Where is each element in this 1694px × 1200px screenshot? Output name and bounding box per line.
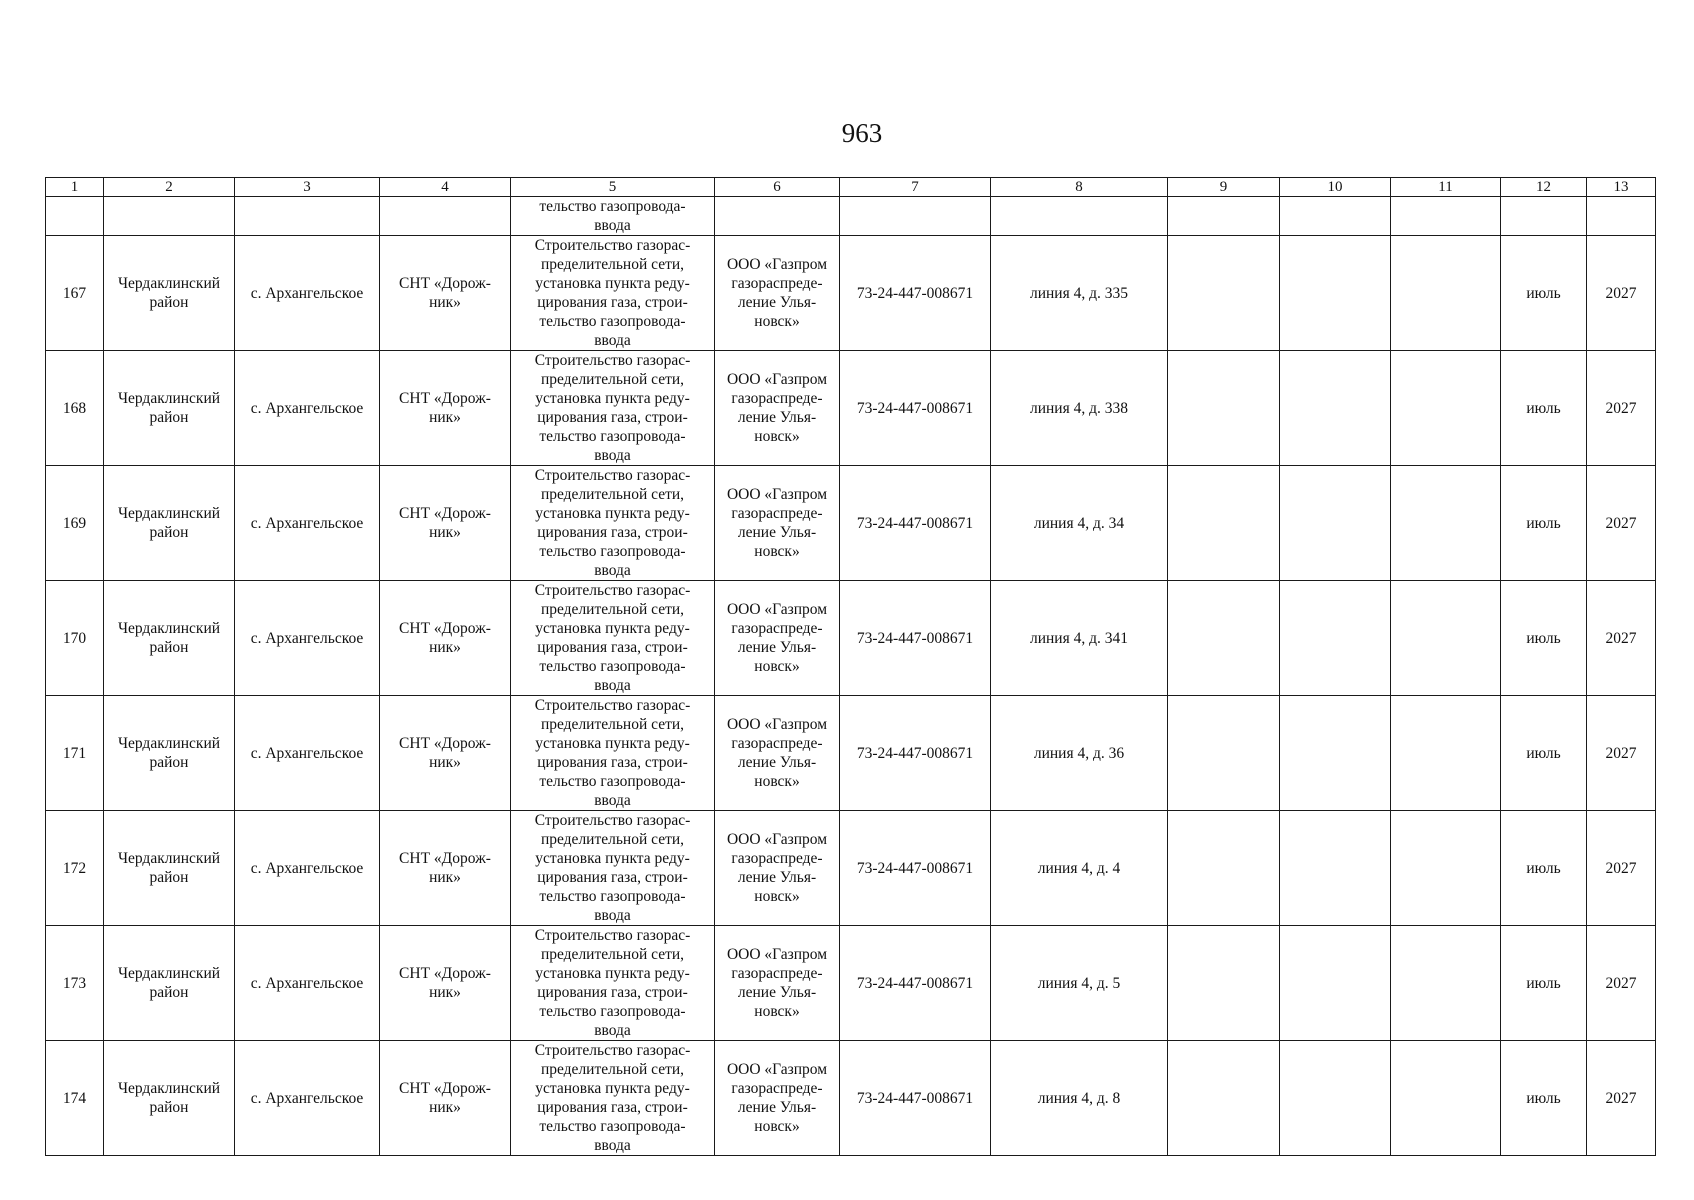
month-cell: июль (1501, 236, 1587, 351)
table-row (46, 811, 1656, 926)
table-row (46, 466, 1656, 581)
column-10-cell (1280, 1041, 1391, 1156)
address-cell: линия 4, д. 36 (991, 696, 1168, 811)
column-number: 5 (511, 178, 715, 197)
locality-cell: с. Архангельское (235, 351, 380, 466)
address-cell: линия 4, д. 5 (991, 926, 1168, 1041)
column-9-cell (1168, 926, 1280, 1041)
column-number: 3 (235, 178, 380, 197)
column-number: 4 (380, 178, 511, 197)
address-cell: линия 4, д. 34 (991, 466, 1168, 581)
row-number: 171 (46, 696, 104, 811)
table-row (46, 696, 1656, 811)
organization-cell: ООО «Газпром газораспреде- ление Улья- новск» (715, 581, 840, 696)
partnership-cell: СНТ «Дорож- ник» (380, 811, 511, 926)
table-row (46, 926, 1656, 1041)
address-cell: линия 4, д. 4 (991, 811, 1168, 926)
month-cell: июль (1501, 351, 1587, 466)
work-description-cell: Строительство газорас- пределительной сети, установка пункта реду- цирования газа, строи- тельство газопровода- ввода (511, 236, 715, 351)
year-cell: 2027 (1587, 926, 1656, 1041)
column-9-cell (1168, 1041, 1280, 1156)
table-row (46, 1041, 1656, 1156)
district-cell: Чердаклинский район (104, 351, 235, 466)
column-11-cell (1391, 581, 1501, 696)
column-number: 8 (991, 178, 1168, 197)
row-number: 174 (46, 1041, 104, 1156)
district-cell: Чердаклинский район (104, 466, 235, 581)
organization-cell: ООО «Газпром газораспреде- ление Улья- новск» (715, 1041, 840, 1156)
year-cell: 2027 (1587, 1041, 1656, 1156)
row-number: 169 (46, 466, 104, 581)
locality-cell: с. Архангельское (235, 926, 380, 1041)
column-number: 12 (1501, 178, 1587, 197)
cadastral-number-cell: 73-24-447-008671 (840, 236, 991, 351)
locality-cell: с. Архангельское (235, 696, 380, 811)
column-9-cell (1168, 696, 1280, 811)
locality-cell: с. Архангельское (235, 466, 380, 581)
column-number-row (46, 178, 1656, 197)
year-cell: 2027 (1587, 466, 1656, 581)
district-cell: Чердаклинский район (104, 1041, 235, 1156)
column-11-cell (1391, 696, 1501, 811)
cadastral-number-cell: 73-24-447-008671 (840, 811, 991, 926)
column-number: 11 (1391, 178, 1501, 197)
table-row (46, 351, 1656, 466)
cadastral-number-cell: 73-24-447-008671 (840, 926, 991, 1041)
address-cell: линия 4, д. 338 (991, 351, 1168, 466)
work-description-cell: Строительство газорас- пределительной сети, установка пункта реду- цирования газа, строи- тельство газопровода- ввода (511, 926, 715, 1041)
column-9-cell (1168, 351, 1280, 466)
cadastral-number-cell: 73-24-447-008671 (840, 351, 991, 466)
cadastral-number-cell: 73-24-447-008671 (840, 466, 991, 581)
column-10-cell (1280, 926, 1391, 1041)
row-number: 170 (46, 581, 104, 696)
address-cell: линия 4, д. 341 (991, 581, 1168, 696)
cadastral-number-cell: 73-24-447-008671 (840, 1041, 991, 1156)
continuation-row (46, 197, 1656, 236)
column-11-cell (1391, 1041, 1501, 1156)
organization-cell: ООО «Газпром газораспреде- ление Улья- новск» (715, 466, 840, 581)
month-cell: июль (1501, 811, 1587, 926)
district-cell: Чердаклинский район (104, 581, 235, 696)
column-number: 7 (840, 178, 991, 197)
column-number: 6 (715, 178, 840, 197)
district-cell: Чердаклинский район (104, 926, 235, 1041)
month-cell: июль (1501, 1041, 1587, 1156)
partnership-cell: СНТ «Дорож- ник» (380, 351, 511, 466)
year-cell: 2027 (1587, 581, 1656, 696)
column-9-cell (1168, 581, 1280, 696)
partnership-cell: СНТ «Дорож- ник» (380, 1041, 511, 1156)
column-11-cell (1391, 811, 1501, 926)
district-cell: Чердаклинский район (104, 696, 235, 811)
column-10-cell (1280, 581, 1391, 696)
row-number: 173 (46, 926, 104, 1041)
table-row (46, 236, 1656, 351)
partnership-cell: СНТ «Дорож- ник» (380, 236, 511, 351)
column-number: 10 (1280, 178, 1391, 197)
locality-cell: с. Архангельское (235, 811, 380, 926)
organization-cell: ООО «Газпром газораспреде- ление Улья- новск» (715, 811, 840, 926)
district-cell: Чердаклинский район (104, 811, 235, 926)
column-11-cell (1391, 926, 1501, 1041)
month-cell: июль (1501, 926, 1587, 1041)
organization-cell: ООО «Газпром газораспреде- ление Улья- новск» (715, 926, 840, 1041)
column-10-cell (1280, 466, 1391, 581)
address-cell: линия 4, д. 8 (991, 1041, 1168, 1156)
column-11-cell (1391, 466, 1501, 581)
column-10-cell (1280, 811, 1391, 926)
cadastral-number-cell: 73-24-447-008671 (840, 581, 991, 696)
table-row (46, 581, 1656, 696)
work-description-continued: тельство газопровода- ввода (511, 197, 715, 236)
page-number: 963 (841, 118, 883, 148)
work-description-cell: Строительство газорас- пределительной сети, установка пункта реду- цирования газа, строи- тельство газопровода- ввода (511, 466, 715, 581)
column-10-cell (1280, 696, 1391, 811)
row-number: 172 (46, 811, 104, 926)
month-cell: июль (1501, 466, 1587, 581)
column-11-cell (1391, 351, 1501, 466)
locality-cell: с. Архангельское (235, 236, 380, 351)
work-description-cell: Строительство газорас- пределительной сети, установка пункта реду- цирования газа, строи- тельство газопровода- ввода (511, 351, 715, 466)
partnership-cell: СНТ «Дорож- ник» (380, 581, 511, 696)
organization-cell: ООО «Газпром газораспреде- ление Улья- новск» (715, 696, 840, 811)
column-9-cell (1168, 236, 1280, 351)
column-9-cell (1168, 466, 1280, 581)
row-number: 168 (46, 351, 104, 466)
partnership-cell: СНТ «Дорож- ник» (380, 466, 511, 581)
year-cell: 2027 (1587, 696, 1656, 811)
month-cell: июль (1501, 581, 1587, 696)
locality-cell: с. Архангельское (235, 581, 380, 696)
column-11-cell (1391, 236, 1501, 351)
organization-cell: ООО «Газпром газораспреде- ление Улья- новск» (715, 351, 840, 466)
column-number: 1 (46, 178, 104, 197)
column-number: 2 (104, 178, 235, 197)
column-number: 13 (1587, 178, 1656, 197)
work-description-cell: Строительство газорас- пределительной сети, установка пункта реду- цирования газа, строи- тельство газопровода- ввода (511, 696, 715, 811)
work-description-cell: Строительство газорас- пределительной сети, установка пункта реду- цирования газа, строи- тельство газопровода- ввода (511, 1041, 715, 1156)
work-description-cell: Строительство газорас- пределительной сети, установка пункта реду- цирования газа, строи- тельство газопровода- ввода (511, 581, 715, 696)
column-10-cell (1280, 236, 1391, 351)
column-number: 9 (1168, 178, 1280, 197)
locality-cell: с. Архангельское (235, 1041, 380, 1156)
year-cell: 2027 (1587, 351, 1656, 466)
district-cell: Чердаклинский район (104, 236, 235, 351)
partnership-cell: СНТ «Дорож- ник» (380, 696, 511, 811)
organization-cell: ООО «Газпром газораспреде- ление Улья- новск» (715, 236, 840, 351)
row-number: 167 (46, 236, 104, 351)
address-cell: линия 4, д. 335 (991, 236, 1168, 351)
column-9-cell (1168, 811, 1280, 926)
year-cell: 2027 (1587, 236, 1656, 351)
cadastral-number-cell: 73-24-447-008671 (840, 696, 991, 811)
data-table (45, 177, 1656, 1156)
year-cell: 2027 (1587, 811, 1656, 926)
column-10-cell (1280, 351, 1391, 466)
month-cell: июль (1501, 696, 1587, 811)
partnership-cell: СНТ «Дорож- ник» (380, 926, 511, 1041)
table-body (46, 178, 1656, 1156)
work-description-cell: Строительство газорас- пределительной сети, установка пункта реду- цирования газа, строи- тельство газопровода- ввода (511, 811, 715, 926)
